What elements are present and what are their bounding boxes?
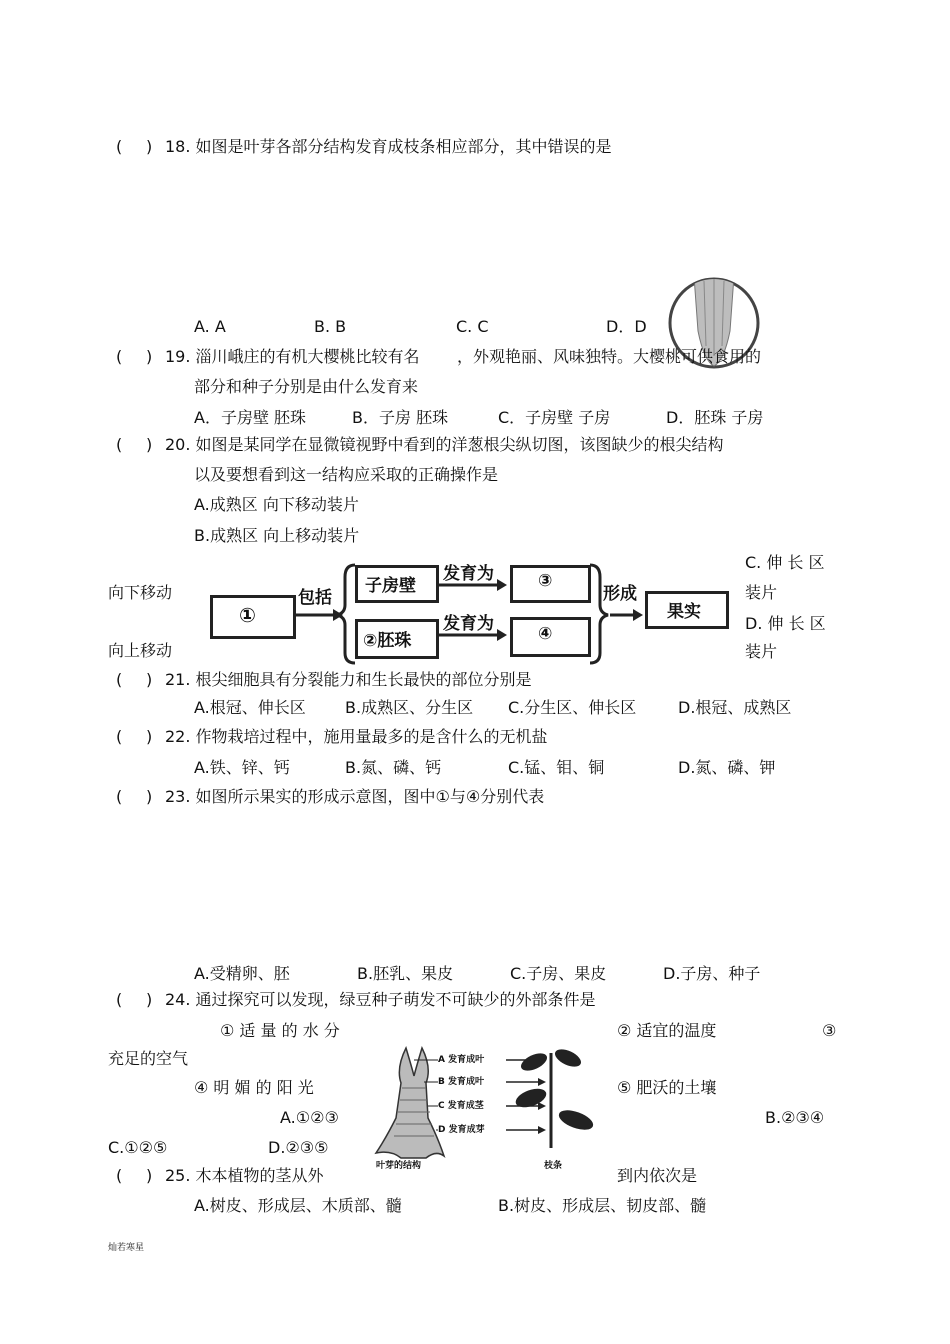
- ovule-label: ②胚珠: [363, 631, 412, 651]
- q19-option-d: D．胚珠 子房: [666, 408, 764, 427]
- q21-option-b: B.成熟区、分生区: [345, 698, 474, 717]
- q24-stem: 24. 通过探究可以发现，绿豆种子萌发不可缺少的外部条件是: [165, 990, 596, 1009]
- q18-option-c: C. C: [456, 317, 489, 336]
- q22-paren-close: ): [146, 727, 153, 746]
- q19-stem-2: 部分和种子分别是由什么发育来: [194, 377, 419, 396]
- q21-option-d: D.根冠、成熟区: [678, 698, 792, 717]
- q25-paren-open: (: [116, 1166, 123, 1185]
- q19-option-b: B．子房 胚珠: [352, 408, 449, 427]
- leaf-bud-label-d: D 发育成芽: [438, 1125, 485, 1135]
- leaf-bud-label-c: C 发育成茎: [438, 1101, 484, 1111]
- q22-stem: 22. 作物栽培过程中，施用量最多的是含什么的无机盐: [165, 727, 548, 746]
- q24-condition-3-text: 充足的空气: [108, 1049, 189, 1068]
- q18-stem: 18. 如图是叶芽各部分结构发育成枝条相应部分，其中错误的是: [165, 137, 612, 156]
- develop-top-label: 发育为: [443, 564, 494, 584]
- q24-paren-open: (: [116, 990, 123, 1009]
- q24-option-d: D.②③⑤: [268, 1138, 329, 1157]
- q22-paren-open: (: [116, 727, 123, 746]
- q19-option-c: C．子房壁 子房: [498, 408, 611, 427]
- q19-option-a: A．子房壁 胚珠: [194, 408, 307, 427]
- q24-paren-close: ): [146, 990, 153, 1009]
- q21-option-a: A.根冠、伸长区: [194, 698, 306, 717]
- q23-option-c: C.子房、果皮: [510, 964, 607, 983]
- leaf-bud-label-a: A 发育成叶: [438, 1055, 485, 1065]
- q24-condition-5: ⑤ 肥沃的土壤: [617, 1078, 717, 1097]
- box-3-label: ③: [538, 571, 553, 591]
- q22-option-a: A.铁、锌、钙: [194, 758, 290, 777]
- q20-option-c-line1: C. 伸 长 区: [745, 553, 825, 572]
- q20-stem-1: 20. 如图是某同学在显微镜视野中看到的洋葱根尖纵切图，该图缺少的根尖结构: [165, 435, 724, 454]
- q21-paren-close: ): [146, 670, 153, 689]
- q19-paren-open: (: [116, 347, 123, 366]
- q20-option-a: A.成熟区 向下移动装片: [194, 495, 359, 514]
- q21-option-c: C.分生区、伸长区: [508, 698, 637, 717]
- leaf-bud-caption: 叶芽的结构: [376, 1161, 422, 1171]
- leaf-bud-figure: [366, 1038, 606, 1178]
- q24-condition-4: ④ 明 媚 的 阳 光: [194, 1078, 314, 1097]
- q23-option-d: D.子房、种子: [663, 964, 761, 983]
- fruit-formation-diagram: [205, 555, 730, 665]
- q23-option-b: B.胚乳、果皮: [357, 964, 454, 983]
- q24-option-b: B.②③④: [765, 1108, 825, 1127]
- q18-option-b: B. B: [314, 317, 347, 336]
- develop-bottom-label: 发育为: [443, 614, 494, 634]
- box-4-label: ④: [538, 624, 553, 644]
- q22-option-c: C.锰、钼、铜: [508, 758, 605, 777]
- q18-paren-close: ): [146, 137, 153, 156]
- q24-option-a: A.①②③: [280, 1108, 339, 1127]
- q20-paren-open: (: [116, 435, 123, 454]
- q19-stem-1a: 19. 淄川峨庄的有机大樱桃比较有名: [165, 347, 420, 366]
- q20-option-c-line2: 装片: [745, 583, 778, 602]
- q25-stem-b: 到内依次是: [617, 1166, 698, 1185]
- q20-option-b: B.成熟区 向上移动装片: [194, 526, 360, 545]
- q24-condition-1: ① 适 量 的 水 分: [220, 1021, 340, 1040]
- q24-condition-3: ③: [822, 1021, 837, 1040]
- q25-paren-close: ): [146, 1166, 153, 1185]
- q18-paren-open: (: [116, 137, 123, 156]
- q20-option-d-line1: D. 伸 长 区: [745, 614, 826, 633]
- q24-option-c: C.①②⑤: [108, 1138, 168, 1157]
- q18-option-d: D．D: [606, 317, 647, 336]
- q19-stem-1b: ，外观艳丽、风味独特。大樱桃可供食用的: [457, 347, 762, 366]
- q19-paren-close: ): [146, 347, 153, 366]
- branch-caption: 枝条: [544, 1161, 563, 1171]
- q18-option-a: A. A: [194, 317, 226, 336]
- q20-option-d-line2: 装片: [745, 642, 778, 661]
- q22-option-d: D.氮、磷、钾: [678, 758, 776, 777]
- q25-stem-a: 25. 木本植物的茎从外: [165, 1166, 324, 1185]
- q22-option-b: B.氮、磷、钙: [345, 758, 442, 777]
- q21-stem: 21. 根尖细胞具有分裂能力和生长最快的部位分别是: [165, 670, 532, 689]
- leaf-bud-label-b: B 发育成叶: [438, 1077, 484, 1087]
- q23-stem: 23. 如图所示果实的形成示意图，图中①与④分别代表: [165, 787, 545, 806]
- q20-stem-2: 以及要想看到这一结构应采取的正确操作是: [194, 465, 499, 484]
- form-label: 形成: [603, 584, 637, 604]
- q20-left-up: 向上移动: [108, 641, 173, 660]
- q24-condition-2: ② 适宜的温度: [617, 1021, 717, 1040]
- q23-paren-open: (: [116, 787, 123, 806]
- q25-option-b: B.树皮、形成层、韧皮部、髓: [498, 1196, 707, 1215]
- q20-paren-close: ): [146, 435, 153, 454]
- include-label: 包括: [298, 588, 332, 608]
- q25-option-a: A.树皮、形成层、木质部、髓: [194, 1196, 402, 1215]
- fruit-label: 果实: [667, 602, 701, 622]
- q21-paren-open: (: [116, 670, 123, 689]
- q23-option-a: A.受精卵、胚: [194, 964, 290, 983]
- ovary-wall-label: 子房壁: [365, 576, 416, 596]
- q23-paren-close: ): [146, 787, 153, 806]
- page-footer: 灿若寒星: [108, 1243, 145, 1253]
- ovary-box-label: ①: [239, 603, 256, 627]
- q20-left-down: 向下移动: [108, 583, 173, 602]
